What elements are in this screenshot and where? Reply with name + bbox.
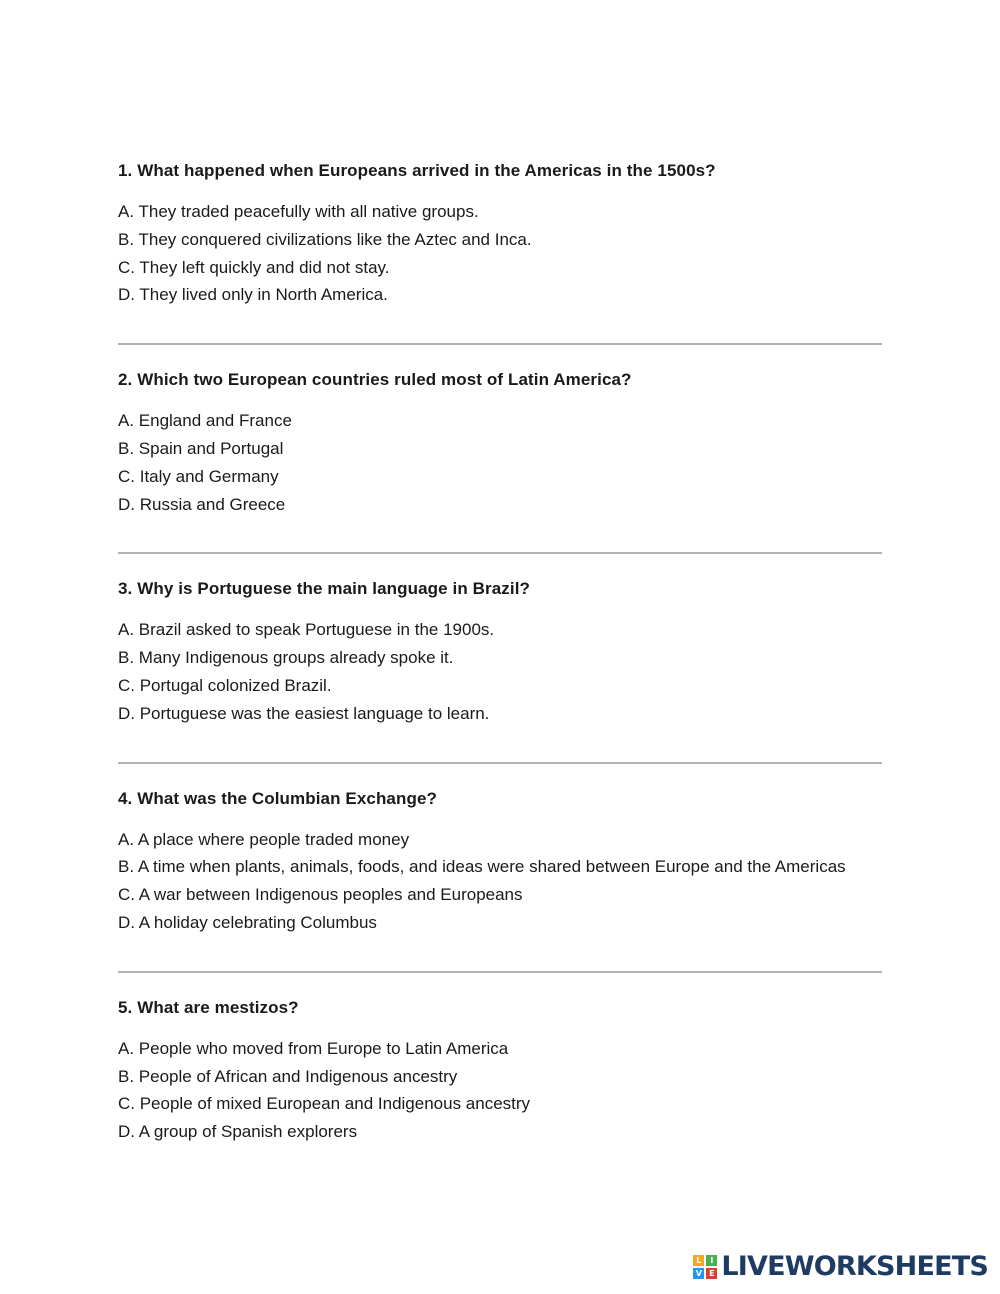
question-3 (118, 554, 882, 727)
option-list (118, 826, 882, 937)
option-a[interactable]: A. A place where people traded money (118, 829, 410, 849)
liveworksheets-brand (693, 1252, 988, 1282)
option-a[interactable]: A. England and France (118, 411, 292, 431)
option-list (118, 407, 882, 518)
logo-letter: E (706, 1268, 717, 1279)
question-title: 1. What happened when Europeans arrived in the Americas in the 1500s? (118, 161, 716, 180)
option-b[interactable]: B. Spain and Portugal (118, 438, 284, 458)
option-a[interactable]: A. Brazil asked to speak Portuguese in the 1900s. (118, 620, 495, 640)
liveworksheets-logo-icon (693, 1255, 717, 1279)
brand-name: LIVEWORKSHEETS (721, 1251, 988, 1282)
question-title: 4. What was the Columbian Exchange? (118, 788, 437, 808)
question-4 (118, 764, 882, 937)
question-title: 3. Why is Portuguese the main language in Brazil? (118, 579, 531, 599)
logo-letter: L (693, 1255, 704, 1266)
question-title: 2. Which two European countries ruled most of Latin America? (118, 370, 632, 390)
option-c[interactable]: C. They left quickly and did not stay. (118, 257, 390, 277)
option-b[interactable]: B. A time when plants, animals, foods, and ideas were shared between Europe and the Americas (118, 857, 846, 877)
option-list (118, 1035, 882, 1146)
worksheet (118, 157, 882, 1146)
option-b[interactable]: B. They conquered civilizations like the Aztec and Inca. (118, 229, 532, 249)
question-title: 5. What are mestizos? (118, 997, 299, 1017)
option-d[interactable]: D. Portuguese was the easiest language to learn. (118, 703, 490, 723)
option-b[interactable]: B. People of African and Indigenous ancestry (118, 1066, 458, 1086)
question-1 (118, 157, 882, 309)
question-5 (118, 973, 882, 1146)
option-c[interactable]: C. Portugal colonized Brazil. (118, 675, 332, 695)
option-a[interactable]: A. People who moved from Europe to Latin America (118, 1038, 509, 1058)
option-d[interactable]: D. They lived only in North America. (118, 285, 388, 305)
option-c[interactable]: C. A war between Indigenous peoples and Europeans (118, 885, 523, 905)
option-c[interactable]: C. People of mixed European and Indigenous ancestry (118, 1094, 531, 1114)
option-list (118, 616, 882, 727)
option-d[interactable]: D. A holiday celebrating Columbus (118, 912, 377, 932)
logo-letter: I (706, 1255, 717, 1266)
option-a[interactable]: A. They traded peacefully with all native groups. (118, 202, 479, 221)
option-list (118, 198, 882, 309)
option-b[interactable]: B. Many Indigenous groups already spoke it. (118, 648, 454, 668)
option-c[interactable]: C. Italy and Germany (118, 466, 279, 486)
option-d[interactable]: D. Russia and Greece (118, 494, 286, 514)
logo-letter: V (693, 1268, 704, 1279)
question-2 (118, 345, 882, 518)
option-d[interactable]: D. A group of Spanish explorers (118, 1122, 358, 1142)
